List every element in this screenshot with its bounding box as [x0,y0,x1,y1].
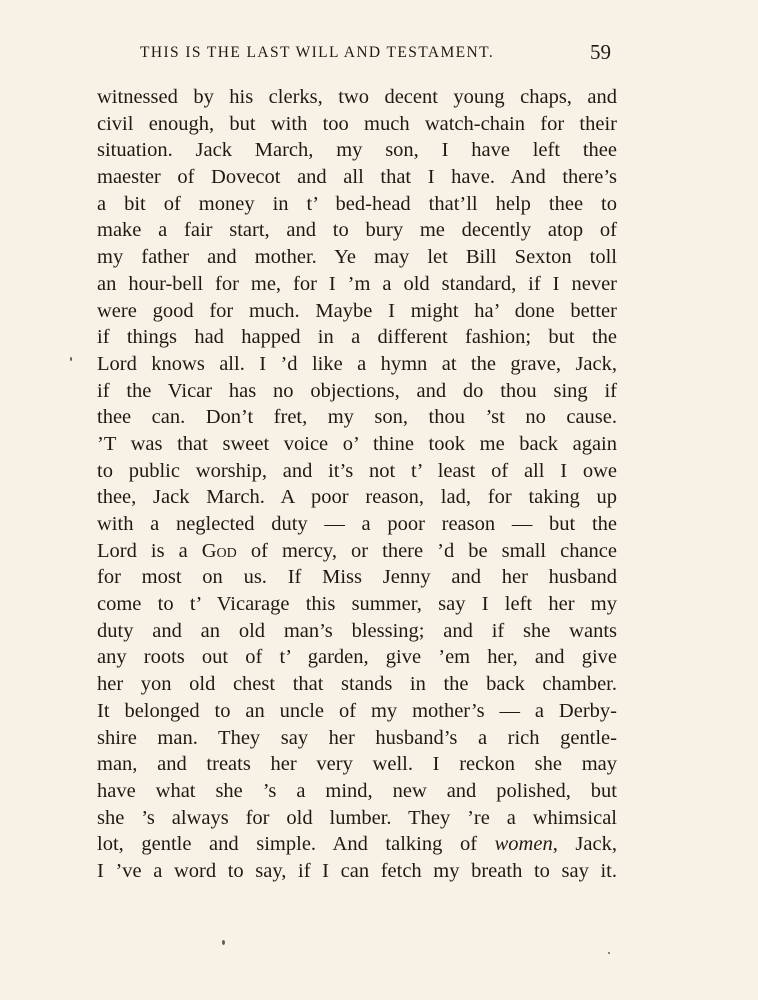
paper-speck [70,357,72,361]
text-line: I ’ve a word to say, if I can fetch my breath to say it. [97,859,617,882]
page-number: 59 [590,40,611,64]
text-line: an hour-bell for me, for I ’m a old standard, if I never [97,272,617,295]
text-line: with a neglected duty — a poor reason — but the [97,513,617,535]
text-line: my father and mother. Ye may let Bill Sexton toll [97,246,617,269]
paper-speck [222,940,225,945]
text-line: were good for much. Maybe I might ha’ done better [97,299,617,322]
text-line: make a fair start, and to bury me decently atop of [97,219,617,242]
text-line: shire man. They say her husband’s a rich gentle- [97,726,617,749]
text-line: maester of Dovecot and all that I have. And there’s [97,166,617,189]
text-line: civil enough, but with too much watch-chain for their [97,112,617,135]
text-segment: , Jack, [552,833,617,856]
text-line: if the Vicar has no objections, and do thou sing if [97,379,617,402]
running-head-title: THIS IS THE LAST WILL AND TESTAMENT. [140,44,495,61]
text-line: It belonged to an uncle of my mother’s — a Derby- [97,699,617,722]
text-line-god [97,538,617,565]
text-line: her yon old chest that stands in the back chamber. [97,673,617,696]
text-line: if things had happed in a different fashion; but the [97,326,617,349]
small-caps-god: God [201,539,237,562]
text-segment: lot, gentle and simple. And talking of [97,833,495,856]
text-line: any roots out of t’ garden, give ’em her, and give [97,646,617,669]
text-line: to public worship, and it’s not t’ least of all I owe [97,459,617,482]
text-segment: of mercy, or there ’d be small chance [236,539,617,562]
text-line: thee can. Don’t fret, my son, thou ’st no cause. [97,406,617,429]
text-line: man, and treats her very well. I reckon she may [97,753,617,776]
text-line: duty and an old man’s blessing; and if she wants [97,619,617,642]
text-line: she ’s always for old lumber. They ’re a whimsical [97,806,617,829]
text-line: a bit of money in t’ bed-head that’ll help thee to [97,192,617,215]
text-line-women [97,831,617,858]
text-line: have what she ’s a mind, new and polished, but [97,779,617,802]
italic-women: women [494,833,553,856]
text-line: come to t’ Vicarage this summer, say I left her my [97,593,617,616]
body-text [97,84,617,885]
text-line: for most on us. If Miss Jenny and her husband [97,566,617,589]
text-line: ’T was that sweet voice o’ thine took me back again [97,432,617,455]
text-segment: Lord is a [97,539,202,562]
text-line: Lord knows all. I ’d like a hymn at the grave, Jack, [97,352,617,375]
text-line: witnessed by his clerks, two decent young chaps, and [97,86,617,108]
text-line: thee, Jack March. A poor reason, lad, for taking up [97,486,617,509]
paper-speck [608,952,610,954]
text-line: situation. Jack March, my son, I have left thee [97,139,617,162]
running-head [0,40,758,70]
